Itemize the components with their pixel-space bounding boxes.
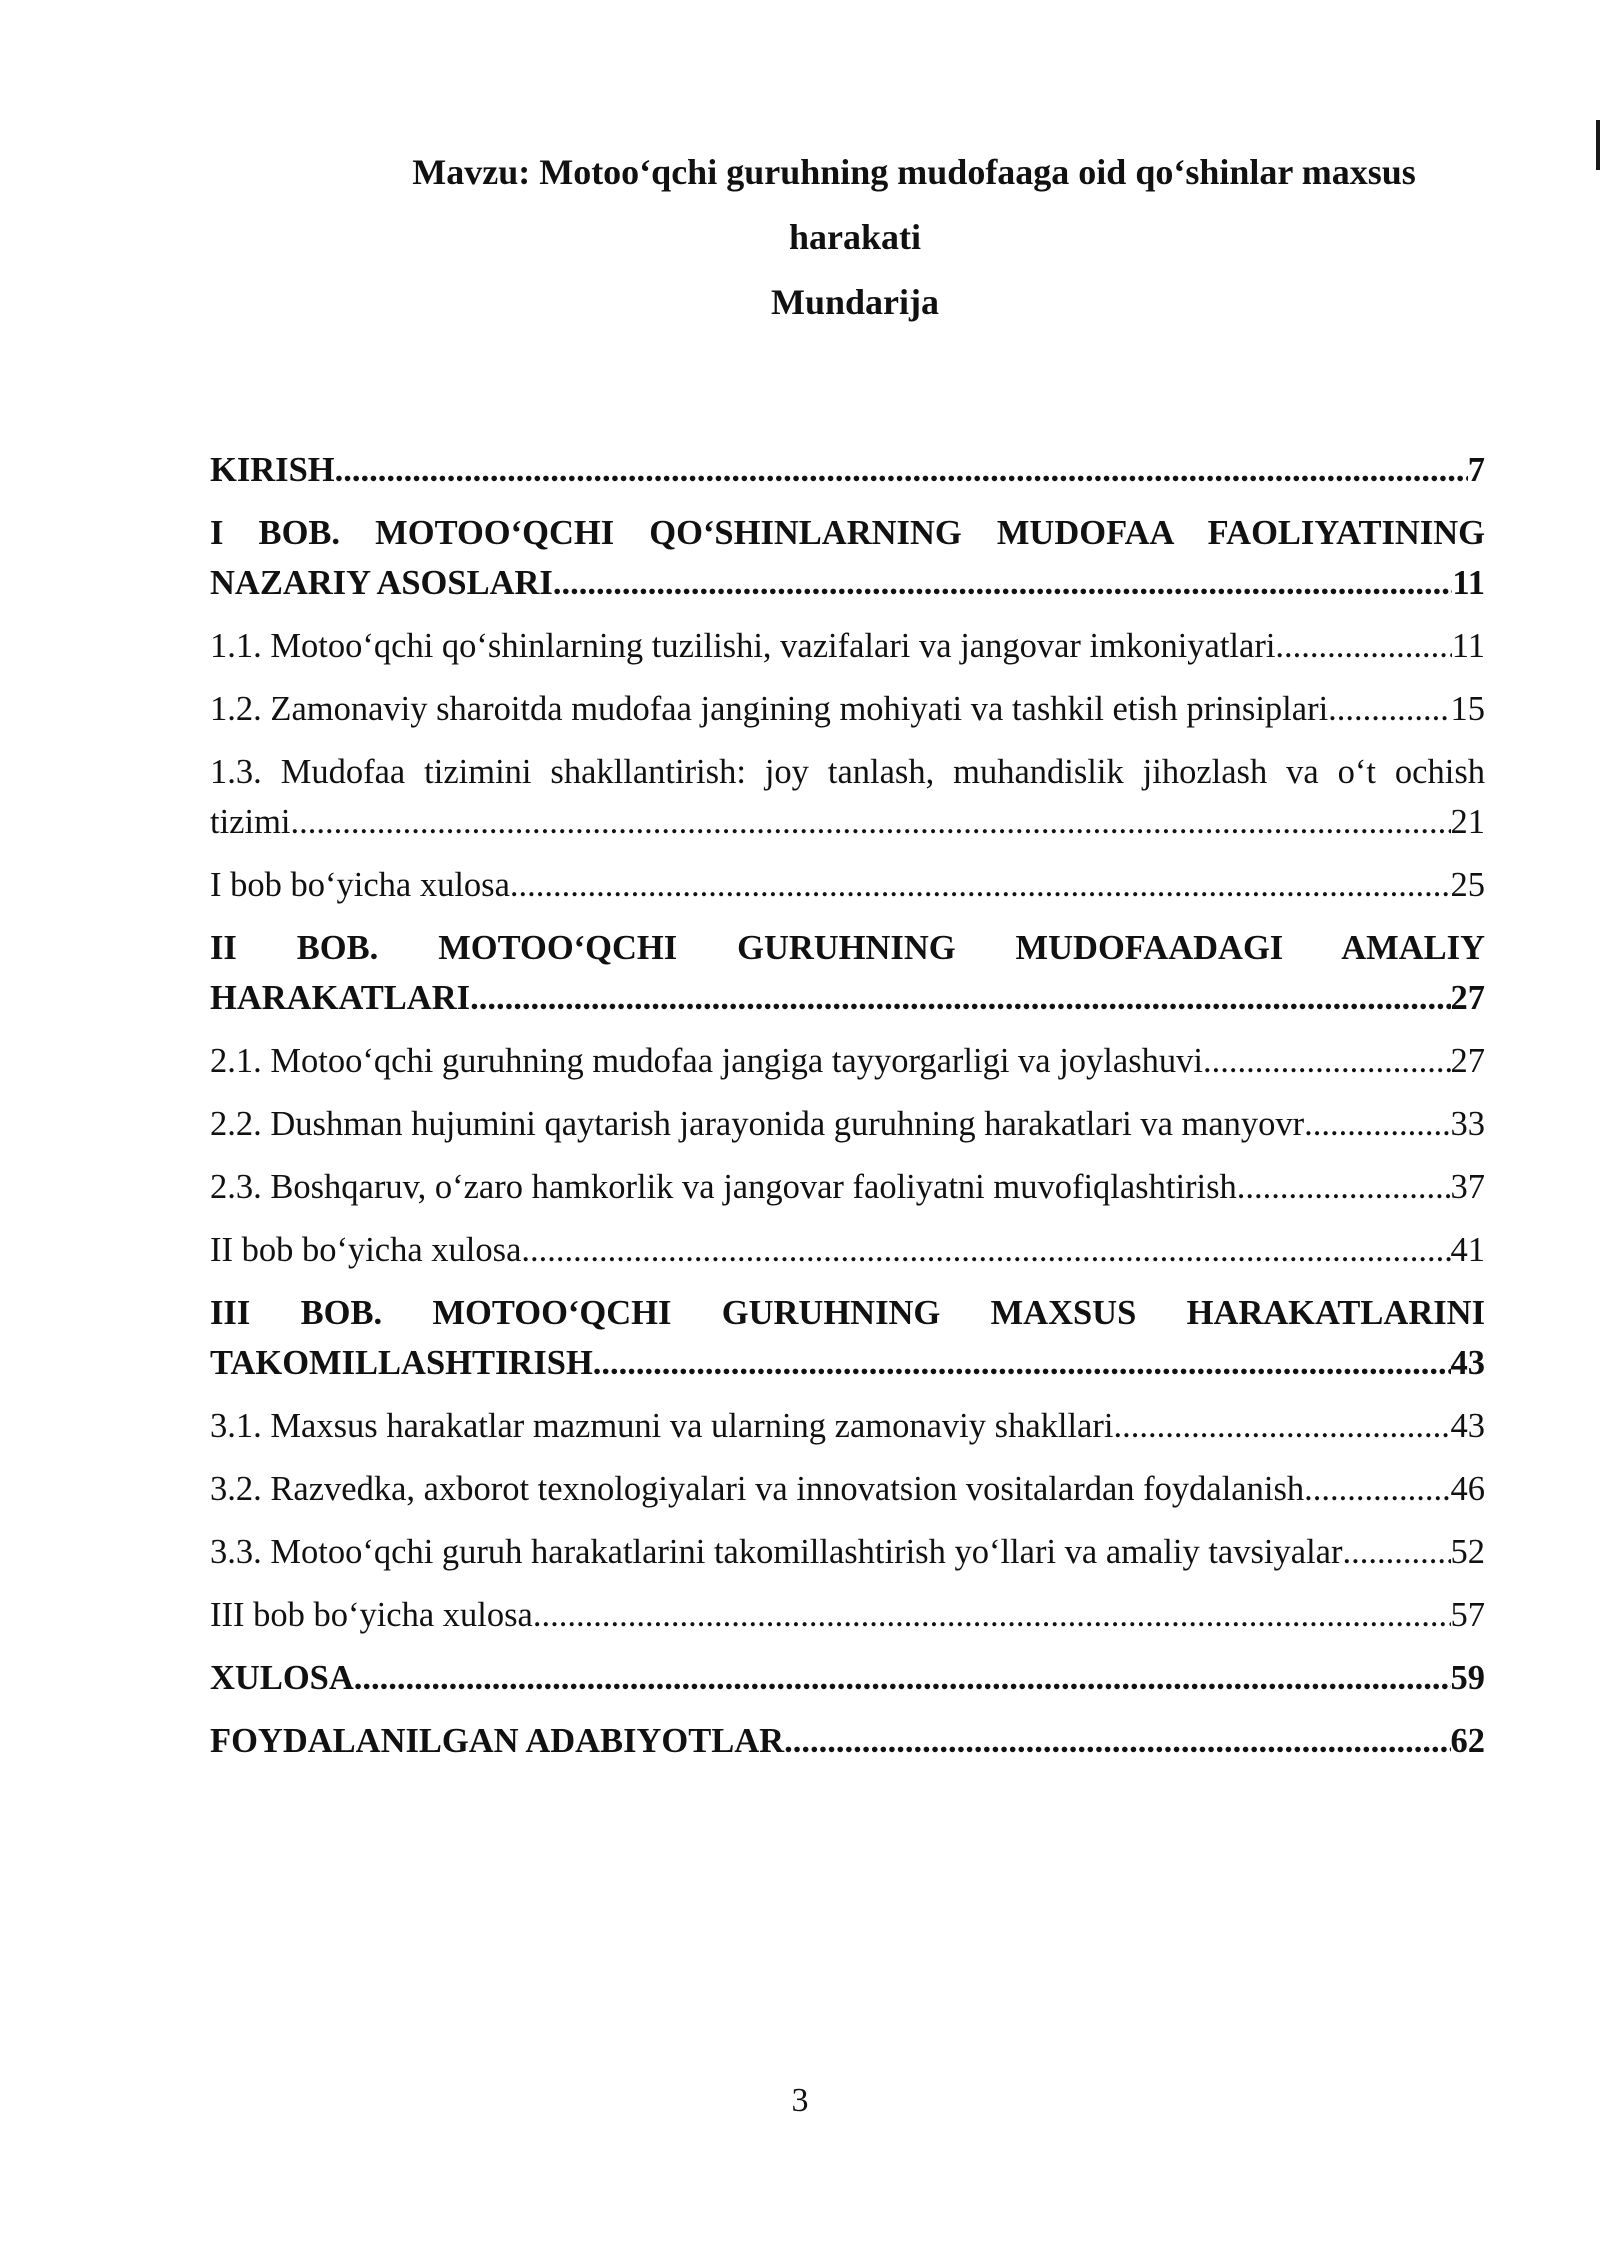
toc-entry[interactable] (210, 1099, 1485, 1149)
toc-entry-page: 41 (1450, 1231, 1485, 1269)
toc-entry[interactable] (210, 1653, 1485, 1703)
toc-entry-row (210, 1162, 1485, 1212)
toc-entry[interactable] (210, 747, 1485, 847)
toc-entry-label: NAZARIY ASOSLARI (210, 564, 553, 602)
toc-entry-label: TAKOMILLASHTIRISH (210, 1344, 593, 1382)
title-line-1: Mavzu: Motoo‘qchi guruhning mudofaaga oid qo‘shinlar maxsus (412, 152, 1416, 192)
toc-heading: Mundarija (770, 282, 939, 322)
toc-dot-leader (1304, 1099, 1450, 1149)
toc-dot-leader (354, 1653, 1451, 1703)
toc-entry-page: 43 (1450, 1407, 1485, 1445)
toc-entry-label: 3.1. Maxsus harakatlar mazmuni va ularning zamonaviy shakllari (210, 1407, 1114, 1445)
toc-entry[interactable] (210, 621, 1485, 671)
toc-entry-label: tizimi (210, 803, 291, 841)
toc-entry-page: 37 (1450, 1168, 1485, 1206)
toc-entry-row (210, 1401, 1485, 1451)
toc-entry-page: 62 (1450, 1722, 1485, 1760)
toc-entry-page: 27 (1450, 1042, 1485, 1080)
toc-entry-page: 57 (1450, 1596, 1485, 1634)
toc-entry-row (210, 1527, 1485, 1577)
toc-entry-row (210, 684, 1485, 734)
toc-dot-leader (533, 1590, 1451, 1640)
toc-entry[interactable] (210, 923, 1485, 1023)
toc-entry-page: 27 (1450, 979, 1485, 1017)
toc-dot-leader (784, 1716, 1450, 1766)
toc-entry-label: FOYDALANILGAN ADABIYOTLAR (210, 1722, 785, 1760)
toc-entry-row (210, 797, 1485, 847)
toc-entry[interactable] (210, 1225, 1485, 1275)
toc-dot-leader (1337, 684, 1451, 734)
toc-entry-page: 7 (1467, 451, 1485, 489)
toc-entry[interactable] (210, 508, 1485, 608)
toc-entry[interactable] (210, 1036, 1485, 1086)
toc-entry[interactable] (210, 1590, 1485, 1640)
toc-entry-label: XULOSA (210, 1659, 354, 1697)
toc-entry-label: KIRISH (210, 451, 335, 489)
page-number: 3 (791, 2082, 809, 2119)
toc-dot-leader (521, 1225, 1450, 1275)
toc-dot-leader (470, 973, 1450, 1023)
toc-entry-first-line: III BOB. MOTOO‘QCHI GURUHNING MAXSUS HARAKATLARINI (210, 1294, 1485, 1332)
toc-entry-row (210, 1225, 1485, 1275)
toc-entry-label: 3.3. Motoo‘qchi guruh harakatlarini takomillashtirish yo‘llari va amaliy tavsiyalar (210, 1533, 1343, 1571)
toc-entry-row (210, 558, 1485, 608)
toc-dot-leader (1342, 1527, 1450, 1577)
toc-entry-row (210, 860, 1485, 910)
toc-dot-leader (1113, 1401, 1450, 1451)
toc-entry[interactable] (210, 445, 1485, 495)
toc-entry-page: 33 (1450, 1105, 1485, 1143)
toc-entry-row (210, 1338, 1485, 1388)
toc-entry[interactable] (210, 684, 1485, 734)
toc-dot-leader (1304, 1464, 1450, 1514)
toc-entry[interactable] (210, 1401, 1485, 1451)
toc-entry-label: 2.2. Dushman hujumini qaytarish jarayonida guruhning harakatlari va manyovr (210, 1105, 1305, 1143)
toc-entry-first-line: II BOB. MOTOO‘QCHI GURUHNING MUDOFAADAGI AMALIY (210, 929, 1485, 967)
toc-entry-row (210, 1716, 1485, 1766)
toc-entry-page: 11 (1451, 627, 1485, 665)
toc-entry-row (210, 1099, 1485, 1149)
toc-entry-page: 46 (1450, 1470, 1485, 1508)
toc-entry-label: 1.2. Zamonaviy sharoitda mudofaa jangining mohiyati va tashkil etish prinsiplari. (210, 690, 1337, 728)
toc-entry-label: 3.2. Razvedka, axborot texnologiyalari va innovatsion vositalardan foydalanish (210, 1470, 1305, 1508)
table-of-contents (210, 445, 1485, 1779)
toc-entry-label: III bob bo‘yicha xulosa (210, 1596, 533, 1634)
toc-entry-page: 21 (1450, 803, 1485, 841)
toc-dot-leader (593, 1338, 1451, 1388)
toc-entry-page: 43 (1450, 1344, 1485, 1382)
toc-entry-page: 52 (1450, 1533, 1485, 1571)
toc-dot-leader (1275, 621, 1451, 671)
toc-dot-leader (1237, 1162, 1451, 1212)
toc-entry-row (210, 1653, 1485, 1703)
toc-dot-leader (553, 558, 1453, 608)
toc-entry-label: 1.1. Motoo‘qchi qo‘shinlarning tuzilishi, vazifalari va jangovar imkoniyatlari (210, 627, 1276, 665)
toc-entry-page: 59 (1450, 1659, 1485, 1697)
toc-entry-first-line: 1.3. Mudofaa tizimini shakllantirish: joy tanlash, muhandislik jihozlash va o‘t ochish (210, 753, 1485, 791)
toc-entry-row (210, 445, 1485, 495)
toc-entry-row (210, 1464, 1485, 1514)
toc-entry-label: 2.1. Motoo‘qchi guruhning mudofaa jangiga tayyorgarligi va joylashuvi (210, 1042, 1203, 1080)
toc-entry-row (210, 1590, 1485, 1640)
page-edge-mark (1596, 120, 1600, 170)
toc-entry-page: 25 (1450, 866, 1485, 904)
toc-entry-row (210, 1036, 1485, 1086)
toc-dot-leader (291, 797, 1451, 847)
toc-entry[interactable] (210, 1464, 1485, 1514)
document-title (210, 140, 1500, 335)
title-line-2: harakati (788, 217, 921, 257)
toc-entry-label: 2.3. Boshqaruv, o‘zaro hamkorlik va jangovar faoliyatni muvofiqlashtirish (210, 1168, 1237, 1206)
toc-entry-label: I bob bo‘yicha xulosa (210, 866, 510, 904)
toc-entry[interactable] (210, 1162, 1485, 1212)
toc-dot-leader (335, 445, 1468, 495)
toc-entry[interactable] (210, 1716, 1485, 1766)
toc-entry-page: 11 (1452, 564, 1485, 602)
toc-entry-label: HARAKATLARI (210, 979, 471, 1017)
toc-entry[interactable] (210, 860, 1485, 910)
toc-entry-first-line: I BOB. MOTOO‘QCHI QO‘SHINLARNING MUDOFAA FAOLIYATINING (210, 514, 1485, 552)
toc-dot-leader (1203, 1036, 1451, 1086)
toc-entry-page: 15 (1450, 690, 1485, 728)
toc-entry-row (210, 621, 1485, 671)
toc-entry-row (210, 973, 1485, 1023)
toc-entry[interactable] (210, 1527, 1485, 1577)
toc-entry-label: II bob bo‘yicha xulosa (210, 1231, 522, 1269)
toc-entry[interactable] (210, 1288, 1485, 1388)
toc-dot-leader (510, 860, 1451, 910)
